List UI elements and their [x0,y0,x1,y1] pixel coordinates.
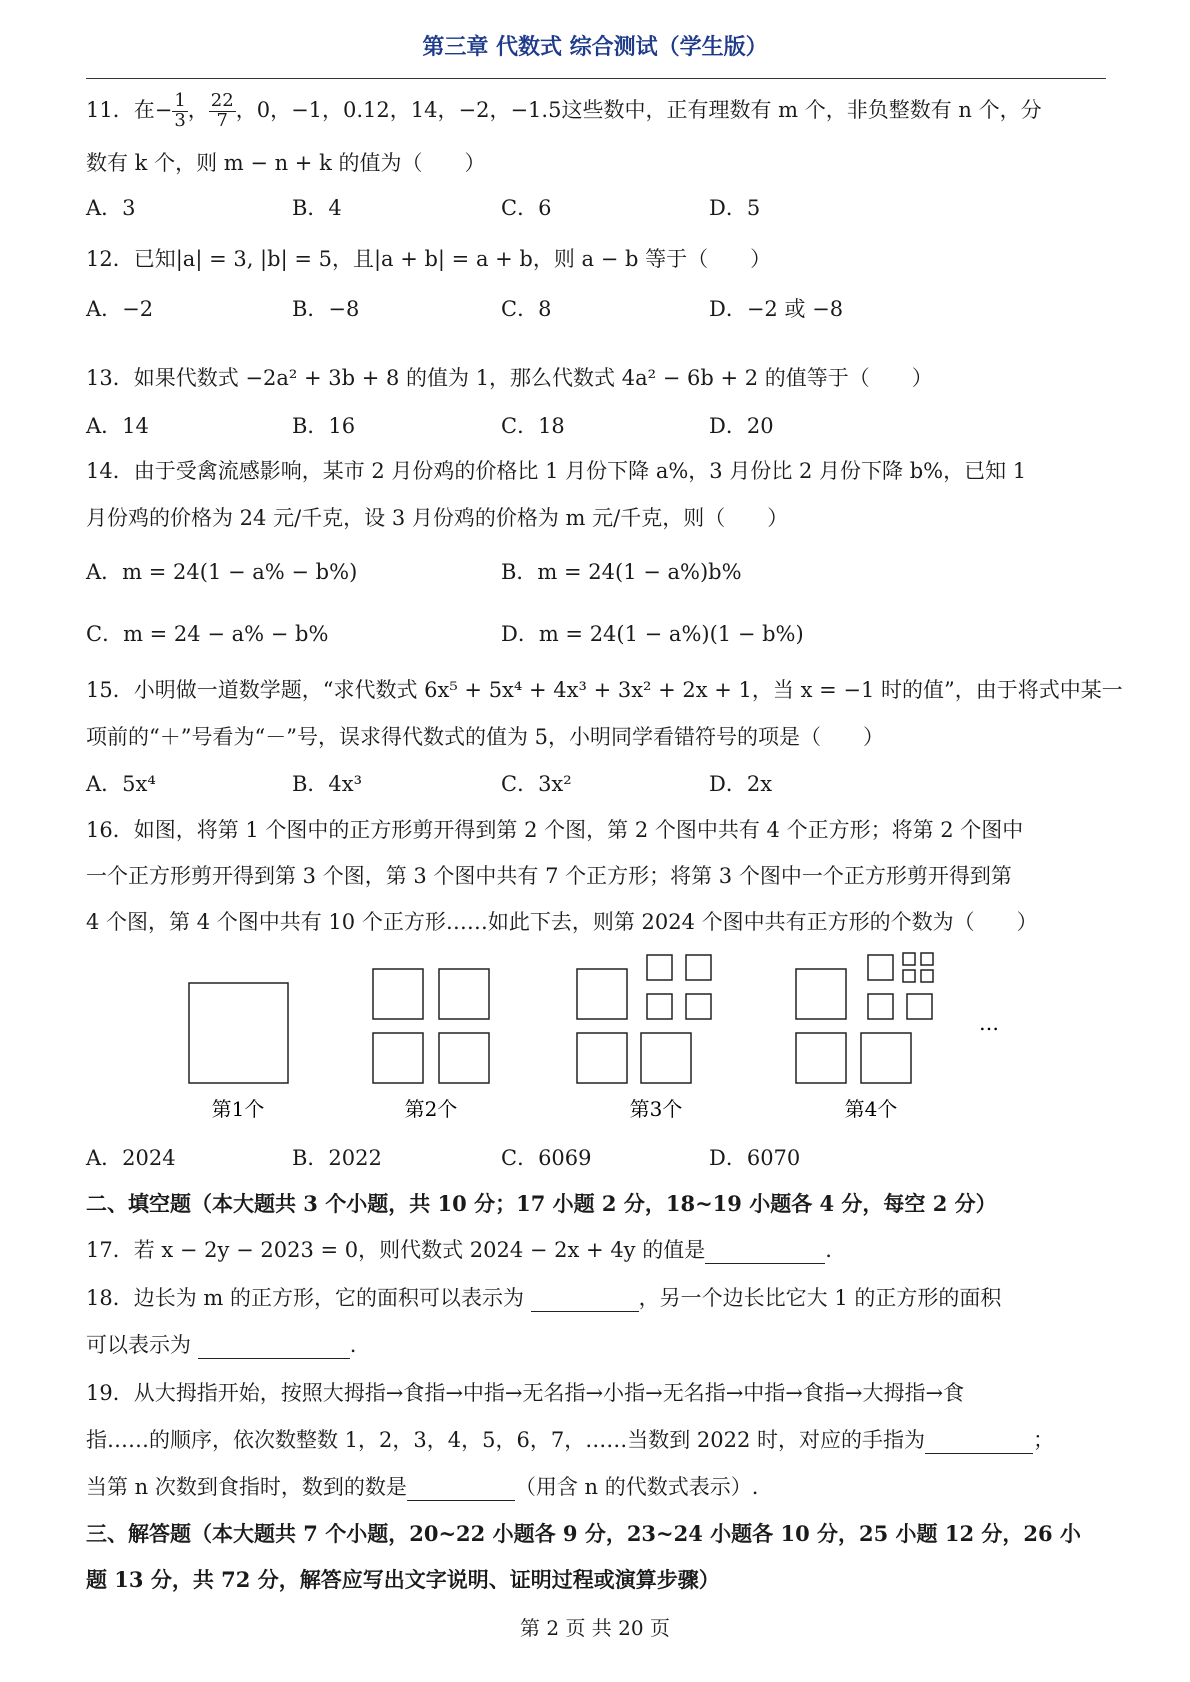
fig4-square [796,969,846,1019]
fig2-square [439,1033,489,1083]
q11-fraction1-sign: − [154,97,173,122]
q16-option-a: A．2024 [86,1146,176,1170]
q11-prefix: 11．在 [86,97,155,122]
q11-option-c: C．6 [501,196,552,220]
question-18-line2 [86,1329,356,1359]
q19-answer-blank-1[interactable] [925,1431,1033,1454]
q18-line2-text: 可以表示为 [86,1333,191,1357]
fig4-small-square [868,994,893,1019]
fig4-small-square [907,994,932,1019]
q14-option-c: C．m = 24 − a% − b% [86,622,329,646]
q11-option-a: A．3 [86,196,136,220]
question-18-line1 [86,1282,1001,1312]
q18-part2: ，另一个边长比它大 1 的正方形的面积 [638,1286,1002,1310]
q14-option-a: A．m = 24(1 − a% − b%) [86,560,358,584]
question-12: 12．已知|a| = 3, |b| = 5，且|a + b| = a + b，则 a − b 等于（ ） [86,247,772,271]
fig2-caption: 第2个 [404,1097,458,1121]
fig4-square [861,1033,911,1083]
q13-option-c: C．18 [501,414,565,438]
fig3-small-square [686,955,711,980]
q19-line2-end: ； [1033,1428,1054,1452]
figure-ellipsis: … [979,1011,999,1035]
question-16-line1: 16．如图，将第 1 个图中的正方形剪开得到第 2 个图，第 2 个图中共有 4 个正方形；将第 2 个图中 [86,818,1024,842]
q11-fraction2-denominator: 7 [216,109,228,131]
fig1-square [189,983,288,1083]
q18-answer-blank-2[interactable] [198,1336,350,1359]
question-14-line2: 月份鸡的价格为 24 元/千克，设 3 月份鸡的价格为 m 元/千克，则（ ） [86,506,789,530]
question-17 [86,1234,832,1264]
q16-option-c: C．6069 [501,1146,592,1170]
page-footer: 第 2 页 共 20 页 [520,1616,670,1640]
section-3-heading-line2: 题 13 分，共 72 分，解答应写出文字说明、证明过程或演算步骤） [86,1567,720,1592]
fig1-caption: 第1个 [211,1097,265,1121]
q12-option-d: D．−2 或 −8 [709,297,844,321]
question-19-line1: 19．从大拇指开始，按照大拇指→食指→中指→无名指→小指→无名指→中指→食指→大拇指→食 [86,1381,965,1405]
q11-option-b: B．4 [292,196,342,220]
q18-answer-blank-1[interactable] [531,1289,639,1312]
fig4-tiny-square [903,953,915,965]
q13-option-a: A．14 [86,414,149,438]
fig4-caption: 第4个 [844,1097,898,1121]
q12-option-b: B．−8 [292,297,360,321]
q13-option-d: D．20 [709,414,774,438]
fig2-square [373,1033,423,1083]
q12-option-c: C．8 [501,297,552,321]
q19-answer-blank-2[interactable] [407,1478,515,1501]
fig3-small-square [647,994,672,1019]
fig3-square [577,969,627,1019]
fig3-caption: 第3个 [629,1097,683,1121]
q19-line2-text: 指……的顺序，依次数整数 1，2，3，4，5，6，7，……当数到 2022 时，对应的手指为 [86,1428,925,1452]
question-13: 13．如果代数式 −2a² + 3b + 8 的值为 1，那么代数式 4a² − 6b + 2 的值等于（ ） [86,366,933,390]
q15-option-b: B．4x³ [292,772,363,796]
q19-line3-end: （用含 n 的代数式表示）. [514,1475,759,1499]
fig3-square [577,1033,627,1083]
question-19-line2 [86,1424,1054,1454]
q15-option-a: A．5x⁴ [86,772,156,796]
q13-option-b: B．16 [292,414,356,438]
fig3-square [641,1033,691,1083]
question-15-line2: 项前的“＋”号看为“－”号，误求得代数式的值为 5，小明同学看错符号的项是（ ） [86,725,884,749]
question-15-line1: 15．小明做一道数学题，“求代数式 6x⁵ + 5x⁴ + 4x³ + 3x² + 2x + 1，当 x = −1 时的值”，由于将式中某一 [86,678,1123,702]
q15-option-c: C．3x² [501,772,572,796]
q11-rest: ，0，−1，0.12，14，−2，−1.5这些数中，正有理数有 m 个，非负整数有 n 个，分 [235,97,1042,122]
q11-option-d: D．5 [709,196,761,220]
question-19-line3 [86,1471,758,1501]
q11-fraction2-numerator: 22 [210,90,234,111]
fig3-small-square [647,955,672,980]
q16-option-b: B．2022 [292,1146,382,1170]
fig4-tiny-square [921,953,933,965]
fig4-small-square [868,955,893,980]
fig4-tiny-square [921,970,933,982]
page-header-title: 第三章 代数式 综合测试（学生版） [422,35,768,60]
section-2-heading: 二、填空题（本大题共 3 个小题，共 10 分；17 小题 2 分，18~19 小题各 4 分，每空 2 分） [86,1191,997,1216]
fig4-square [796,1033,846,1083]
q12-option-a: A．−2 [86,297,154,321]
q17-answer-blank[interactable] [705,1241,825,1264]
question-16-line3: 4 个图，第 4 个图中共有 10 个正方形……如此下去，则第 2024 个图中共有正方形的个数为（ ） [86,910,1038,934]
question-14-line1: 14．由于受禽流感影响，某市 2 月份鸡的价格比 1 月份下降 a%，3 月份比 2 月份下降 b%，已知 1 [86,459,1027,483]
fig4-tiny-square [903,970,915,982]
q14-option-b: B．m = 24(1 − a%)b% [501,560,742,584]
question-11-line1: 11．在− $\frac{1}{3}$ ， $\frac{22}{7}$ ，0，−1，0.12，14，−2，−1.5这些数中，正有理数有 m 个，非负整数有 n 个，分 [86,90,1042,131]
q17-text: 17．若 x − 2y − 2023 = 0，则代数式 2024 − 2x + 4y 的值是 [86,1238,706,1262]
section-3-heading-line1: 三、解答题（本大题共 7 个小题，20~22 小题各 9 分，23~24 小题各 10 分，25 小题 12 分，26 小 [86,1521,1081,1546]
fig2-square [439,969,489,1019]
q15-option-d: D．2x [709,772,773,796]
q18-end: . [349,1333,357,1357]
q16-option-d: D．6070 [709,1146,801,1170]
q11-fraction1-numerator: 1 [174,90,186,111]
q14-option-d: D．m = 24(1 − a%)(1 − b%) [501,622,804,646]
q11-fraction1-denominator: 3 [174,109,186,131]
q18-part1: 18．边长为 m 的正方形，它的面积可以表示为 [86,1286,524,1310]
fig2-square [373,969,423,1019]
q17-end: . [825,1238,832,1262]
fig3-small-square [686,994,711,1019]
question-16-line2: 一个正方形剪开得到第 3 个图，第 3 个图中共有 7 个正方形；将第 3 个图中一个正方形剪开得到第 [86,864,1012,888]
question-11-line2: 数有 k 个，则 m − n + k 的值为（ ） [86,151,486,175]
q19-line3-text: 当第 n 次数到食指时，数到的数是 [86,1475,407,1499]
